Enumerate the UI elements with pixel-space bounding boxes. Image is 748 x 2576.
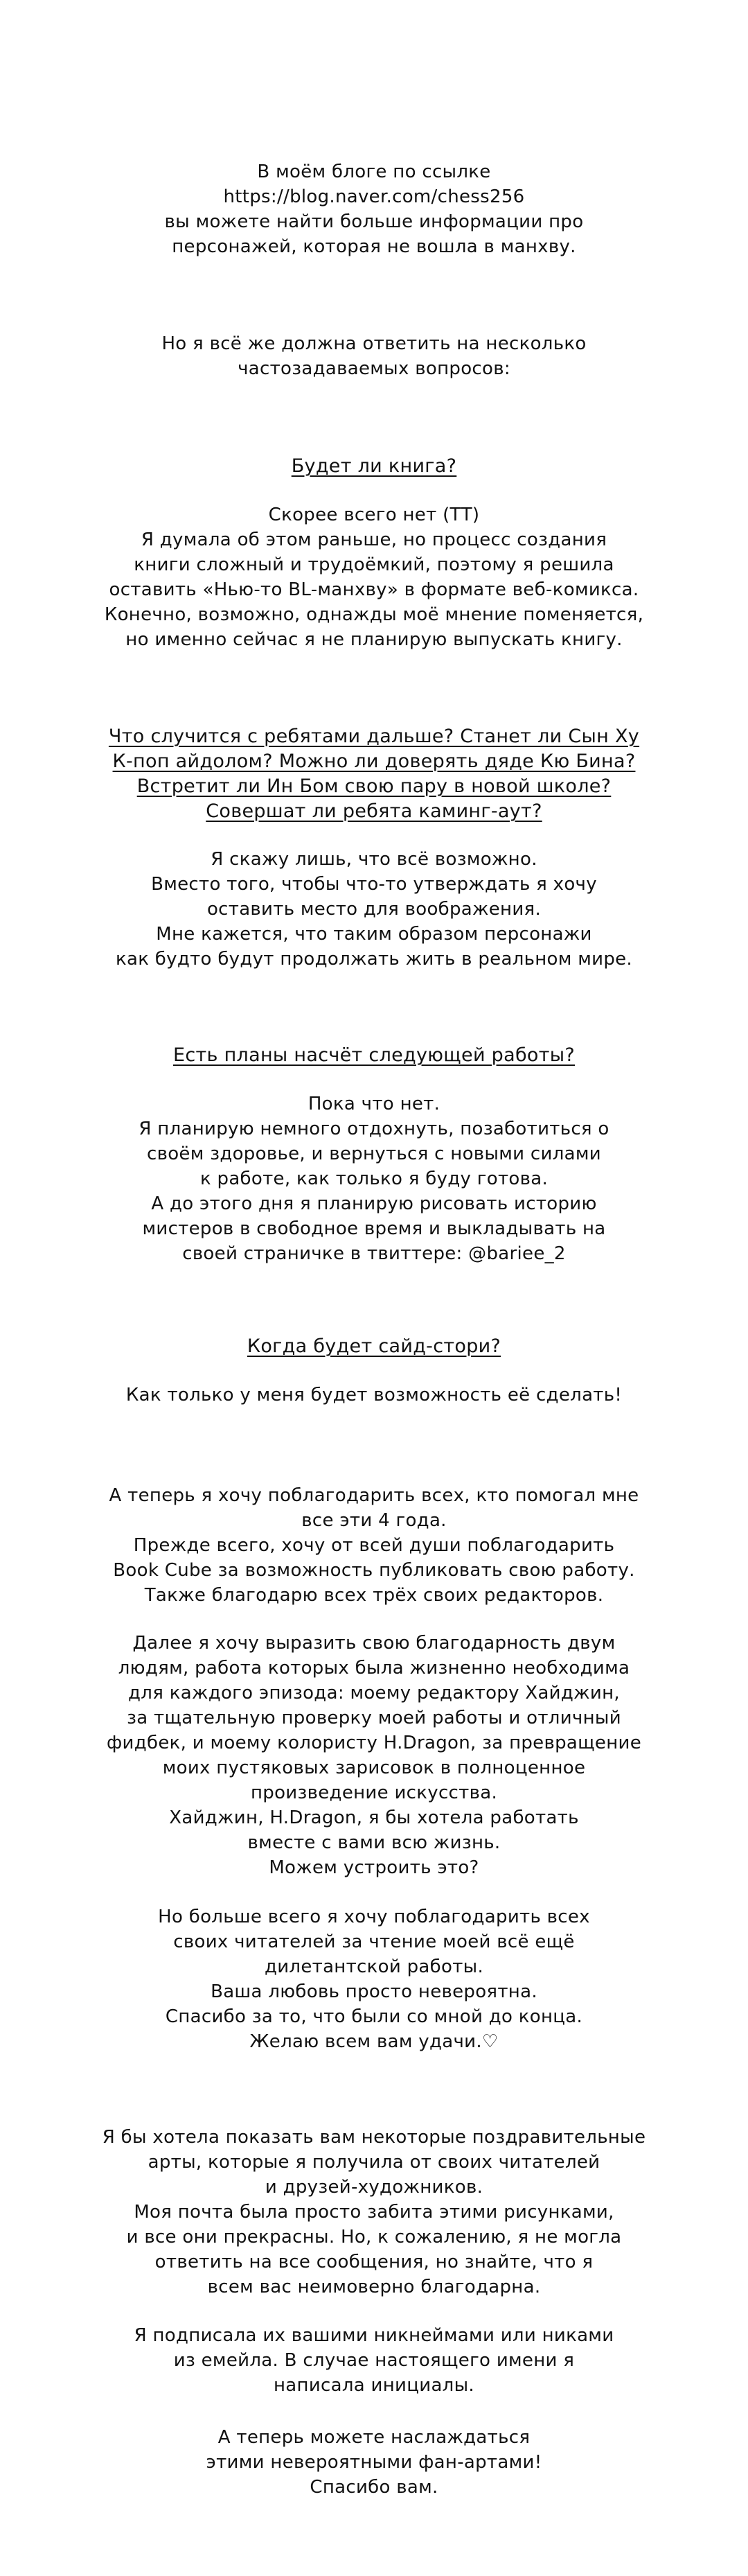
faq-intro-section — [0, 331, 748, 381]
text-line: Но я всё же должна ответить на несколько — [161, 333, 587, 354]
text-line: Но больше всего я хочу поблагодарить всех — [158, 1907, 590, 1927]
text-line: персонажей, которая не вошла в манхву. — [172, 236, 576, 257]
text-line: Ваша любовь просто невероятна. — [211, 1981, 537, 2002]
text-line: своих читателей за чтение моей всё ещё — [173, 1931, 575, 1952]
faq-question-book — [0, 454, 748, 479]
text-line: фидбек, и моему колористу H.Dragon, за превращение — [106, 1733, 642, 1753]
text-line: А теперь можете наслаждаться — [217, 2427, 531, 2448]
question-line: Есть планы насчёт следующей работы? — [172, 1044, 576, 1066]
thanks-section-intro — [0, 1483, 748, 1608]
faq-question-side-story — [0, 1334, 748, 1359]
text-line: и друзей-художников. — [265, 2177, 483, 2198]
answer-line: Мне кажется, что таким образом персонажи — [156, 924, 592, 945]
text-line: Хайджин, H.Dragon, я бы хотела работать — [169, 1807, 579, 1828]
text-line: Я подписала их вашими никнеймами или никами — [134, 2325, 614, 2346]
text-line: за тщательную проверку моей работы и отличный — [127, 1708, 621, 1728]
text-line: Желаю всем вам удачи.♡ — [249, 2031, 499, 2052]
text-line: Также благодарю всех трёх своих редакторов. — [144, 1585, 604, 1606]
text-line: вы можете найти больше информации про — [164, 211, 584, 232]
text-line: А теперь я хочу поблагодарить всех, кто помогал мне — [109, 1485, 639, 1506]
question-line: Совершат ли ребята каминг-аут? — [206, 800, 542, 822]
faq-answer-side-story — [0, 1383, 748, 1408]
answer-line: своём здоровье, и вернуться с новыми силами — [147, 1144, 601, 1164]
question-line: Что случится с ребятами дальше? Станет ли Сын Ху — [108, 726, 640, 747]
question-line: Когда будет сайд-стори? — [247, 1335, 501, 1357]
text-line: Прежде всего, хочу от всей души поблагодарить — [133, 1535, 615, 1556]
text-line: Я бы хотела показать вам некоторые поздравительные — [102, 2127, 646, 2148]
answer-line: Конечно, возможно, однажды моё мнение поменяется, — [104, 604, 644, 625]
answer-line: но именно сейчас я не планирую выпускать книгу. — [125, 629, 623, 650]
text-line: моих пустяковых зарисовок в полноценное — [162, 1758, 586, 1778]
answer-line: как будто будут продолжать жить в реальном мире. — [116, 949, 632, 970]
answer-line: А до этого дня я планирую рисовать историю — [151, 1193, 597, 1214]
answer-line: Пока что нет. — [308, 1094, 440, 1114]
text-line: этими невероятными фан-артами! — [206, 2452, 542, 2473]
answer-line: Я скажу лишь, что всё возможно. — [211, 849, 537, 870]
text-line: Спасибо за то, что были со мной до конца. — [165, 2006, 583, 2027]
text-line: ответить на все сообщения, но знайте, что я — [154, 2252, 594, 2272]
text-line: Спасибо вам. — [310, 2477, 438, 2498]
question-line: Будет ли книга? — [291, 455, 457, 477]
text-line: дилетантской работы. — [264, 1956, 484, 1977]
answer-line: оставить «Нью-то BL-манхву» в формате веб-комикса. — [109, 579, 639, 600]
faq-answer-next-work — [0, 1092, 748, 1266]
answer-line: Вместо того, чтобы что-то утверждать я хочу — [151, 874, 597, 895]
answer-line: книги сложный и трудоёмкий, поэтому я решила — [134, 554, 614, 575]
text-line: Book Cube за возможность публиковать свою работу. — [113, 1560, 635, 1581]
faq-question-future — [0, 724, 748, 824]
faq-question-next-work — [0, 1043, 748, 1068]
text-line: из емейла. В случае настоящего имени я — [173, 2350, 575, 2371]
thanks-section-team — [0, 1631, 748, 1880]
answer-line: оставить место для воображения. — [206, 899, 542, 920]
text-line: всем вас неимоверно благодарна. — [207, 2277, 541, 2297]
text-line: людям, работа которых была жизненно необходима — [118, 1658, 630, 1679]
faq-answer-future — [0, 847, 748, 972]
text-line: и все они прекрасны. Но, к сожалению, я не могла — [126, 2227, 622, 2248]
answer-line: Как только у меня будет возможность её сделать! — [125, 1385, 623, 1405]
text-line: арты, которые я получила от своих читателей — [148, 2152, 600, 2173]
question-line: К-поп айдолом? Можно ли доверять дяде Кю Бина? — [112, 751, 636, 772]
answer-line: Я думала об этом раньше, но процесс создания — [141, 529, 607, 550]
answer-line: Скорее всего нет (ТТ) — [268, 505, 480, 525]
answer-line: мистеров в свободное время и выкладывать на — [142, 1218, 606, 1239]
thanks-section-readers — [0, 1904, 748, 2054]
answer-line: своей страничке в твиттере: @bariee_2 — [182, 1243, 566, 1264]
text-line: все эти 4 года. — [301, 1510, 447, 1531]
text-line: Моя почта была просто забита этими рисунками, — [134, 2202, 614, 2223]
fanart-section-signing — [0, 2323, 748, 2398]
answer-line: к работе, как только я буду готова. — [199, 1168, 549, 1189]
text-line: произведение искусства. — [250, 1782, 498, 1803]
text-line: В моём блоге по ссылке — [257, 161, 491, 182]
answer-line: Я планирую немного отдохнуть, позаботиться о — [139, 1119, 609, 1139]
faq-answer-book — [0, 502, 748, 652]
text-line: вместе с вами всю жизнь. — [247, 1832, 501, 1853]
text-line: частозадаваемых вопросов: — [238, 358, 510, 379]
intro-section — [0, 159, 748, 259]
text-line: Можем устроить это? — [269, 1857, 479, 1878]
fanart-section-intro — [0, 2125, 748, 2299]
question-line: Встретит ли Ин Бом свою пару в новой школе? — [136, 776, 612, 797]
text-line: написала инициалы. — [273, 2375, 474, 2396]
closing-section — [0, 2425, 748, 2500]
text-line: для каждого эпизода: моему редактору Хайджин, — [128, 1683, 620, 1703]
blog-link[interactable]: https://blog.naver.com/chess256 — [223, 186, 525, 207]
text-line: Далее я хочу выразить свою благодарность двум — [132, 1633, 616, 1654]
